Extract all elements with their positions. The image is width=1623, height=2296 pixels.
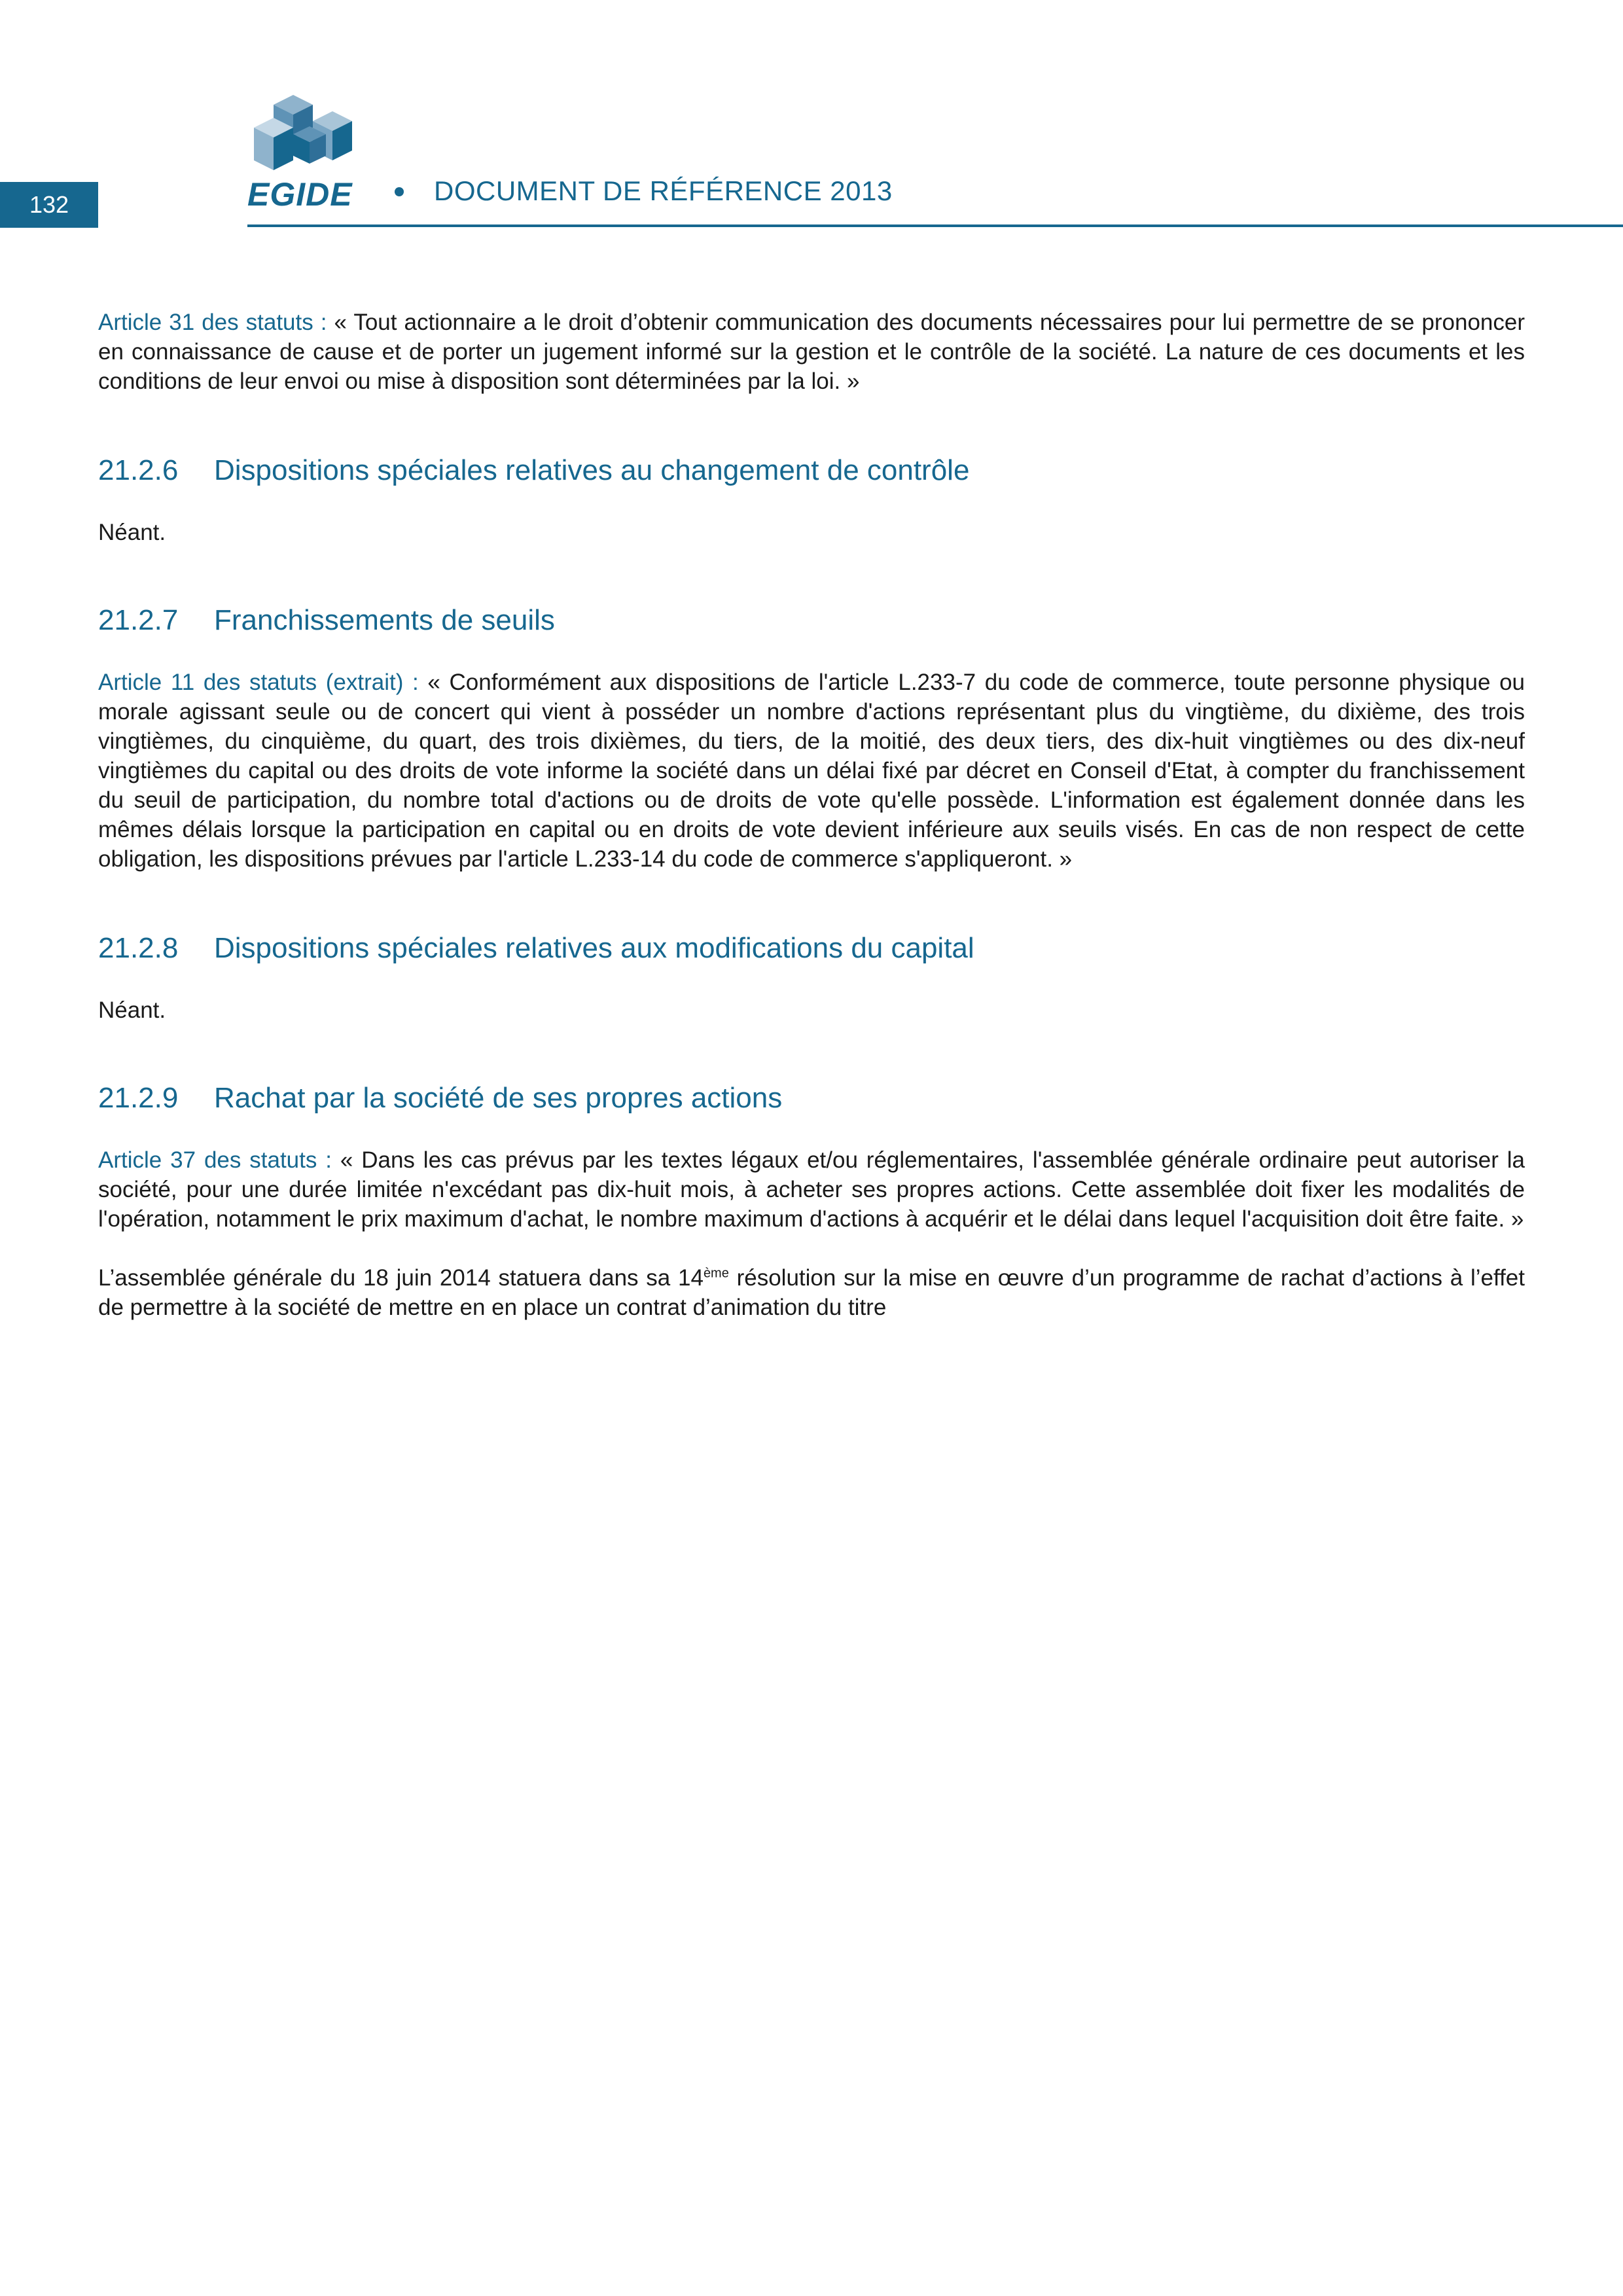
section-title: Dispositions spéciales relatives au changement de contrôle [214, 454, 970, 486]
egide-logo-text: EGIDE [247, 176, 353, 213]
section-number: 21.2.6 [98, 454, 179, 486]
section-number: 21.2.7 [98, 604, 179, 636]
section-heading-21-2-6 [98, 452, 1525, 489]
article-11-text: « Conformément aux dispositions de l'article L.233-7 du code de commerce, toute personne physique ou morale agissant seule ou de concert qui vient à posséder un nombre d'actions représentant plus du vingtième, du dixième, des trois vingtièmes, du cinquième, du quart, des trois dixièmes, du tiers, de la moitié, des deux tiers, des dix-huit vingtièmes ou des dix-neuf vingtièmes du capital ou des droits de vote informe la société dans un délai fixé par décret en Conseil d'Etat, à compter du franchissement du seuil de participation, du nombre total d'actions ou de droits de vote qu'elle possède. L'information est également donnée dans les mêmes délais lorsque la participation en capital ou en droits de vote devient inférieure aux seuils visés. En cas de non respect de cette obligation, les dispositions prévues par l'article L.233-14 du code de commerce s'appliqueront. » [98, 670, 1525, 872]
section-number: 21.2.8 [98, 932, 179, 964]
section-title: Dispositions spéciales relatives aux modifications du capital [214, 932, 974, 964]
resolution-paragraph [98, 1263, 1525, 1322]
page-number: 132 [0, 182, 98, 228]
section-21-2-8-text: Néant. [98, 997, 166, 1023]
section-heading-21-2-7 [98, 602, 1525, 639]
section-heading-21-2-9 [98, 1080, 1525, 1117]
section-21-2-6-text: Néant. [98, 520, 166, 545]
article-31-ref: Article 31 des statuts : [98, 310, 327, 335]
page-content [98, 308, 1525, 1322]
document-title: DOCUMENT DE RÉFÉRENCE 2013 [434, 175, 893, 206]
section-number: 21.2.9 [98, 1082, 179, 1114]
resolution-text-end: résolution sur la mise en œuvre d’un programme de rachat d’actions à l’effet de permettre à la société de mettre en en place un contrat d’animation du titre [98, 1265, 1525, 1320]
section-heading-21-2-8 [98, 930, 1525, 967]
header-rule [247, 224, 1623, 227]
article-11-ref: Article 11 des statuts (extrait) : [98, 670, 419, 695]
section-title: Rachat par la société de ses propres actions [214, 1082, 783, 1114]
article-37-text: « Dans les cas prévus par les textes légaux et/ou réglementaires, l'assemblée générale ordinaire peut autoriser la société, pour une durée limitée n'excédant pas dix-huit mois, à acheter ses propres actions. Cette assemblée doit fixer les modalités de l'opération, notamment le prix maximum d'achat, le nombre maximum d'actions à acquérir et le délai dans lequel l'acquisition doit être faite. » [98, 1147, 1525, 1232]
article-37-ref: Article 37 des statuts : [98, 1147, 332, 1173]
section-title: Franchissements de seuils [214, 604, 555, 636]
article-31-text: « Tout actionnaire a le droit d’obtenir communication des documents nécessaires pour lui permettre de se prononcer en connaissance de cause et de porter un jugement informé sur la gestion et le contrôle de la société. La nature de ces documents et les conditions de leur envoi ou mise à disposition sont déterminées par la loi. » [98, 310, 1525, 394]
article-11-paragraph [98, 668, 1525, 874]
article-31-paragraph [98, 308, 1525, 396]
resolution-text-start: L’assemblée générale du 18 juin 2014 statuera dans sa 14 [98, 1265, 704, 1291]
article-37-paragraph [98, 1145, 1525, 1234]
ordinal-suffix: ème [703, 1266, 729, 1281]
header-bullet [395, 187, 404, 196]
